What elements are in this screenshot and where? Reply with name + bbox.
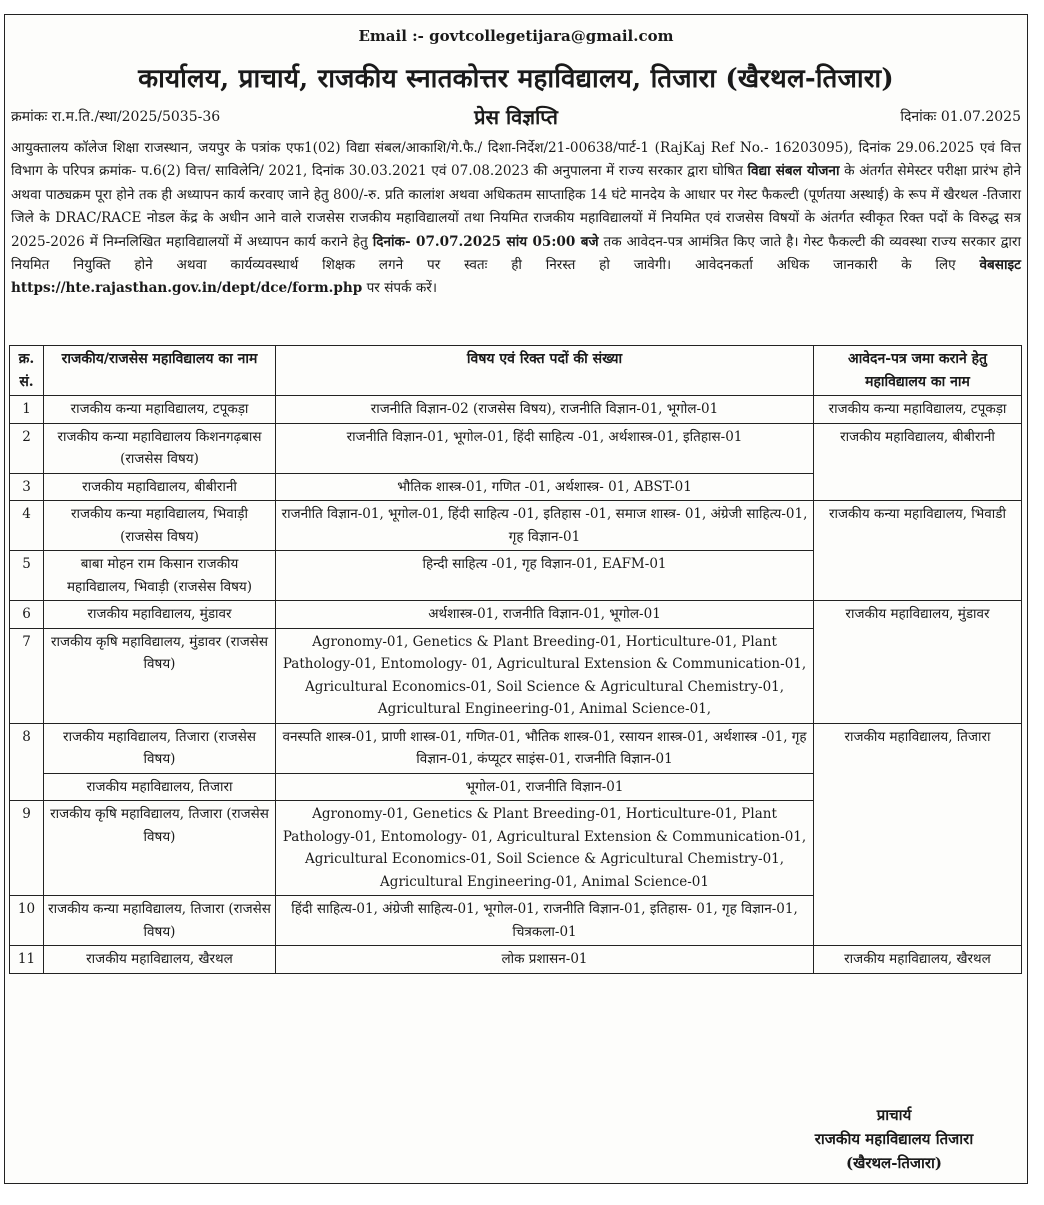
intro-text-1: आयुक्तालय कॉलेज शिक्षा राजस्थान, जयपुर के पत्रांक एफ1(02) विद्या संबल/आकाशि/गे.फै./ दिशा-निर्देश/21-00638/पार्ट-1 (RajKaj Ref No.- 16203095), दिनांक 29.06.2025 एवं वित्त विभाग के परिपत्र क्रमांक- प.6(2) वित्त/ साविलेनि/ 2021, दिनांक 30.03.2021 एवं 07.08.2023 की अनुपालना में राज्य सरकार द्वारा घोषित (11, 140, 1021, 180)
row-sn: 7 (10, 628, 44, 723)
table-row (10, 723, 1022, 773)
row-college: राजकीय महाविद्यालय, खैरथल (44, 946, 276, 974)
row-subjects: भूगोल-01, राजनीति विज्ञान-01 (276, 773, 814, 801)
row-apply-at: राजकीय महाविद्यालय, मुंडावर (814, 601, 1022, 724)
row-subjects: Agronomy-01, Genetics & Plant Breeding-01, Horticulture-01, Plant Pathology-01, Entomology- 01, Agricultural Extension & Communication-01, Agricultural Economics-01, Soil Science & Agricultural Chemistry-01, Agricultural Engineering-01, Animal Science-01 (276, 801, 814, 896)
row-sn: 8 (10, 723, 44, 801)
intro-text-2: के अंतर्गत सेमेस्टर परीक्षा प्रारंभ होने अथवा पाठ्यक्रम पूरा होने तक ही अध्यापन कार्य करवाए जाने हेतु 800/-रु. प्रति कालांश अथवा अधिकतम साप्ताहिक 14 घंटे मानदेय के आधार पर गेस्ट फैकल्टी (पूर्णतया अस्थाई) के रूप में खैरथल -तिजारा जिले के DRAC/RACE नोडल केंद्र के अधीन आने वाले राजसेस राजकीय महाविद्यालयों तथा नियमित राजकीय महाविद्यालयों में नियमित एवं राजसेस विषयों के अंतर्गत स्वीकृत रिक्त पदों के विरुद्ध सत्र 2025-2026 में निम्नलिखित महाविद्यालयों में अध्यापन कार्य कराने हेतु (11, 163, 1021, 250)
row-sn: 10 (10, 896, 44, 946)
header-subjects: विषय एवं रिक्त पदों की संख्या (276, 346, 814, 396)
deadline: दिनांक- 07.07.2025 सांय 05:00 बजे (372, 233, 599, 250)
row-apply-at: राजकीय महाविद्यालय, तिजारा (814, 723, 1022, 946)
email-line: Email :- govtcollegetijara@gmail.com (358, 27, 674, 45)
document-date: दिनांकः 01.07.2025 (900, 109, 1021, 125)
row-subjects: अर्थशास्त्र-01, राजनीति विज्ञान-01, भूगोल-01 (276, 601, 814, 629)
row-sn: 1 (10, 396, 44, 424)
row-college: राजकीय महाविद्यालय, मुंडावर (44, 601, 276, 629)
signature-designation: प्राचार्य (876, 1106, 912, 1124)
press-release-document (4, 14, 1028, 1184)
row-college: राजकीय कन्या महाविद्यालय, तिजारा (राजसेस विषय) (44, 896, 276, 946)
table-row (10, 423, 1022, 473)
row-sn: 9 (10, 801, 44, 896)
row-sn: 11 (10, 946, 44, 974)
row-subjects: लोक प्रशासन-01 (276, 946, 814, 974)
table-header-row (10, 346, 1022, 396)
table-row (10, 601, 1022, 629)
header-apply-at: आवेदन-पत्र जमा कराने हेतु महाविद्यालय का नाम (814, 346, 1022, 396)
row-college: बाबा मोहन राम किसान राजकीय महाविद्यालय, भिवाड़ी (राजसेस विषय) (44, 551, 276, 601)
row-sn: 5 (10, 551, 44, 601)
row-college: राजकीय कन्या महाविद्यालय, टपूकड़ा (44, 396, 276, 424)
row-college: राजकीय कन्या महाविद्यालय, भिवाड़ी (राजसेस विषय) (44, 501, 276, 551)
row-subjects: भौतिक शास्त्र-01, गणित -01, अर्थशास्त्र- 01, ABST-01 (276, 473, 814, 501)
row-sn: 3 (10, 473, 44, 501)
row-college: राजकीय महाविद्यालय, तिजारा (44, 773, 276, 801)
row-subjects: वनस्पति शास्त्र-01, प्राणी शास्त्र-01, गणित-01, भौतिक शास्त्र-01, रसायन शास्त्र-01, अर्थशास्त्र -01, गृह विज्ञान-01, कंप्यूटर साइंस-01, राजनीति विज्ञान-01 (276, 723, 814, 773)
row-sn: 4 (10, 501, 44, 551)
row-college: राजकीय कन्या महाविद्यालय किशनगढ़बास (राजसेस विषय) (44, 423, 276, 473)
row-sn: 2 (10, 423, 44, 473)
header-sn: क्र. सं. (10, 346, 44, 396)
row-college: राजकीय महाविद्यालय, बीबीरानी (44, 473, 276, 501)
scheme-name: विद्या संबल योजना (747, 163, 840, 180)
row-subjects: राजनीति विज्ञान-01, भूगोल-01, हिंदी साहित्य -01, इतिहास -01, समाज शास्त्र- 01, अंग्रेजी साहित्य-01, गृह विज्ञान-01 (276, 501, 814, 551)
row-subjects: Agronomy-01, Genetics & Plant Breeding-01, Horticulture-01, Plant Pathology-01, Entomology- 01, Agricultural Extension & Communication-01, Agricultural Economics-01, Soil Science & Agricultural Chemistry-01, Agricultural Engineering-01, Animal Science-01, (276, 628, 814, 723)
signature-block (779, 1103, 1009, 1175)
website-link[interactable]: वेबसाइट https://hte.rajasthan.gov.in/dept/dce/form.php (11, 257, 1021, 297)
vacancy-table (9, 345, 1022, 974)
table-row (10, 501, 1022, 551)
row-college: राजकीय महाविद्यालय, तिजारा (राजसेस विषय) (44, 723, 276, 773)
row-subjects: हिंदी साहित्य-01, अंग्रेजी साहित्य-01, भूगोल-01, राजनीति विज्ञान-01, इतिहास- 01, गृह विज्ञान-01, चित्रकला-01 (276, 896, 814, 946)
table-row (10, 946, 1022, 974)
header-college: राजकीय/राजसेस महाविद्यालय का नाम (44, 346, 276, 396)
table-row (10, 396, 1022, 424)
row-apply-at: राजकीय महाविद्यालय, खैरथल (814, 946, 1022, 974)
intro-paragraph (11, 137, 1021, 301)
row-college: राजकीय कृषि महाविद्यालय, तिजारा (राजसेस विषय) (44, 801, 276, 896)
reference-number: क्रमांकः रा.म.ति./स्था/2025/5035-36 (11, 109, 221, 125)
signature-district: (खैरथल-तिजारा) (845, 1154, 943, 1172)
intro-text-4: पर संपर्क करें। (362, 280, 438, 297)
row-college: राजकीय कृषि महाविद्यालय, मुंडावर (राजसेस विषय) (44, 628, 276, 723)
row-subjects: हिन्दी साहित्य -01, गृह विज्ञान-01, EAFM-01 (276, 551, 814, 601)
office-heading: कार्यालय, प्राचार्य, राजकीय स्नातकोत्तर महाविद्यालय, तिजारा (खैरथल-तिजारा) (138, 64, 894, 94)
document-title: प्रेस विज्ञप्ति (474, 105, 558, 129)
row-apply-at: राजकीय कन्या महाविद्यालय, भिवाडी (814, 501, 1022, 601)
row-apply-at: राजकीय कन्या महाविद्यालय, टपूकड़ा (814, 396, 1022, 424)
intro-text-3: तक आवेदन-पत्र आमंत्रित किए जाते है। गेस्ट फैकल्टी की व्यवस्था राज्य सरकार द्वारा नियमित नियुक्ति होने अथवा कार्यव्यवस्थार्थ शिक्षक लगने पर स्वतः ही निरस्त हो जावेगी। आवेदनकर्ता अधिक जानकारी के लिए (11, 233, 1021, 274)
signature-institution: राजकीय महाविद्यालय तिजारा (814, 1130, 974, 1148)
row-subjects: राजनीति विज्ञान-01, भूगोल-01, हिंदी साहित्य -01, अर्थशास्त्र-01, इतिहास-01 (276, 423, 814, 473)
row-subjects: राजनीति विज्ञान-02 (राजसेस विषय), राजनीति विज्ञान-01, भूगोल-01 (276, 396, 814, 424)
row-apply-at: राजकीय महाविद्यालय, बीबीरानी (814, 423, 1022, 501)
row-sn: 6 (10, 601, 44, 629)
